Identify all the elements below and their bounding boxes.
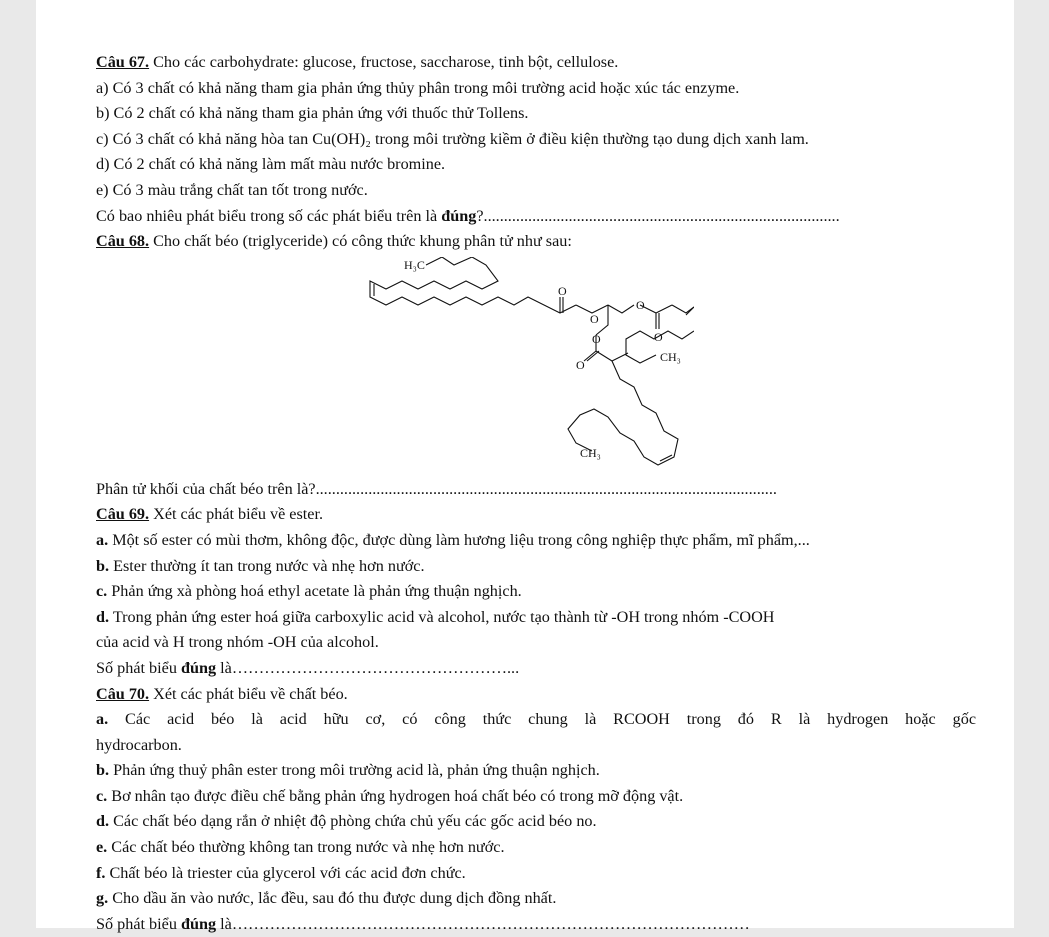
q70-g-label: g. (96, 889, 109, 908)
label-ch3-right: CH₃ (660, 349, 681, 364)
q70-statement-c (96, 784, 976, 810)
q67-title (96, 50, 976, 76)
chain-top (370, 257, 576, 313)
q70-question-bold: đúng (180, 914, 217, 933)
q70-f-text: Chất béo là triester của glycerol với các acid đơn chức. (105, 863, 466, 882)
q67-stem: Cho các carbohydrate: glucose, fructose, saccharose, tinh bột, cellulose. (149, 53, 619, 71)
q69-b-text: Ester thường ít tan trong nước và nhẹ hơn nước. (109, 556, 425, 575)
q67-question-dots: ?........................................................................................ (476, 206, 840, 225)
q70-f-label: f. (96, 863, 106, 882)
q69-statement-b (96, 554, 976, 580)
q69-question-prefix: Số phát biểu (96, 658, 181, 677)
q70-b-text: Phản ứng thuỷ phân ester trong môi trường acid là, phản ứng thuận nghịch. (109, 761, 600, 780)
q69-number: Câu 69. (96, 505, 150, 524)
q69-statement-d-cont: của acid và H trong nhóm -OH của alcohol. (96, 633, 379, 652)
q70-statement-a (96, 707, 976, 733)
q70-g-text: Cho dầu ăn vào nước, lắc đều, sau đó thu được dung dịch đồng nhất. (108, 889, 557, 908)
label-o1: O (558, 283, 567, 298)
label-ch3-bottom: CH₃ (580, 445, 601, 460)
q69-title (96, 502, 976, 528)
q70-question-prefix: Số phát biểu (96, 914, 181, 933)
q67-statement-c: c) Có 3 chất có khả năng hòa tan Cu(OH)₂ trong môi trường kiềm ở điều kiện thường tạo dung dịch xanh lam. (96, 129, 809, 148)
q69-a-label: a. (96, 530, 109, 549)
q69-statement-a (96, 528, 976, 554)
label-h3c: H₃C (404, 257, 425, 272)
q69-a-text: Một số ester có mùi thơm, không độc, được dùng làm hương liệu trong công nghiệp thực phẩm, mĩ phẩm,... (108, 530, 810, 549)
q70-a-text-1: Các acid béo là acid hữu cơ, có công thức chung là RCOOH trong đó R là hydrogen hoặc gốc (108, 710, 976, 729)
chain-right (672, 305, 694, 313)
q67-question (96, 204, 976, 230)
q70-statement-e (96, 835, 976, 861)
q69-d-label: d. (96, 607, 110, 626)
q69-statement-c (96, 579, 976, 605)
q67-statement-b: b) Có 2 chất có khả năng tham gia phản ứng với thuốc thử Tollens. (96, 104, 529, 123)
q70-b-label: b. (96, 761, 110, 780)
q70-statement-d (96, 809, 976, 835)
q69-c-label: c. (96, 582, 108, 601)
q67-statement-d: d) Có 2 chất có khả năng làm mất màu nước bromine. (96, 155, 446, 174)
q70-statement-f (96, 861, 976, 887)
q70-statement-a-cont: hydrocarbon. (96, 735, 182, 754)
ester-3 (584, 335, 628, 361)
q69-c-text: Phản ứng xà phòng hoá ethyl acetate là phản ứng thuận nghịch. (107, 582, 522, 601)
q70-statement-g (96, 886, 976, 912)
q68-stem: Cho chất béo (triglyceride) có công thức khung phân tử như sau: (149, 232, 572, 251)
chain-right-2 (686, 307, 694, 315)
triglyceride-skeleton-svg (364, 257, 694, 475)
q70-title (96, 682, 976, 708)
q67-number: Câu 67. (96, 53, 150, 71)
q68-number: Câu 68. (96, 232, 150, 251)
q70-stem: Xét các phát biểu về chất béo. (149, 684, 348, 703)
q69-question (96, 656, 976, 682)
document-page (36, 0, 1014, 933)
q70-d-text: Các chất béo dạng rắn ở nhiệt độ phòng chứa chủ yếu các gốc acid béo no. (109, 812, 597, 831)
label-o6: O (576, 357, 585, 372)
q70-question (96, 912, 976, 937)
q70-e-label: e. (96, 838, 108, 857)
label-o5: O (592, 331, 601, 346)
q67-question-bold: đúng (441, 206, 477, 225)
q67-question-prefix: Có bao nhiêu phát biểu trong số các phát biểu trên là (96, 206, 442, 225)
q70-c-text: Bơ nhân tạo được điều chế bằng phản ứng hydrogen hoá chất béo có trong mỡ động vật. (107, 786, 684, 805)
q69-question-dots: là……………………………………………... (216, 658, 520, 677)
ester-1 (560, 297, 608, 313)
label-o4: O (654, 329, 663, 344)
ester-2 (640, 305, 672, 329)
chain-bottom-double-bond (660, 455, 672, 461)
q68-question: Phân tử khối của chất béo trên là?.................................................................................................................. (96, 479, 777, 498)
q69-statement-d (96, 605, 976, 631)
document-content (96, 50, 976, 937)
q70-a-label: a. (96, 710, 109, 729)
q70-c-label: c. (96, 786, 108, 805)
label-o3: O (636, 297, 645, 312)
q70-d-label: d. (96, 812, 110, 831)
q70-question-dots: là…………………………………………………………………………………… (216, 914, 750, 933)
q67-statement-e: e) Có 3 màu trắng chất tan tốt trong nước. (96, 180, 368, 199)
q69-b-label: b. (96, 556, 110, 575)
q69-stem: Xét các phát biểu về ester. (149, 505, 324, 524)
q69-d-text-1: Trong phản ứng ester hoá giữa carboxylic acid và alcohol, nước tạo thành từ -OH trong nhóm -COOH (109, 607, 775, 626)
triglyceride-structure (96, 255, 976, 477)
q69-question-bold: đúng (180, 658, 217, 677)
q68-title (96, 229, 976, 255)
glycerol (596, 305, 634, 335)
q70-statement-b (96, 758, 976, 784)
q70-e-text: Các chất béo thường không tan trong nước và nhẹ hơn nước. (107, 838, 505, 857)
q70-number: Câu 70. (96, 684, 150, 703)
label-o2: O (590, 311, 599, 326)
q67-statement-a: a) Có 3 chất có khả năng tham gia phản ứng thủy phân trong môi trường acid hoặc xúc tác enzyme. (96, 78, 740, 97)
